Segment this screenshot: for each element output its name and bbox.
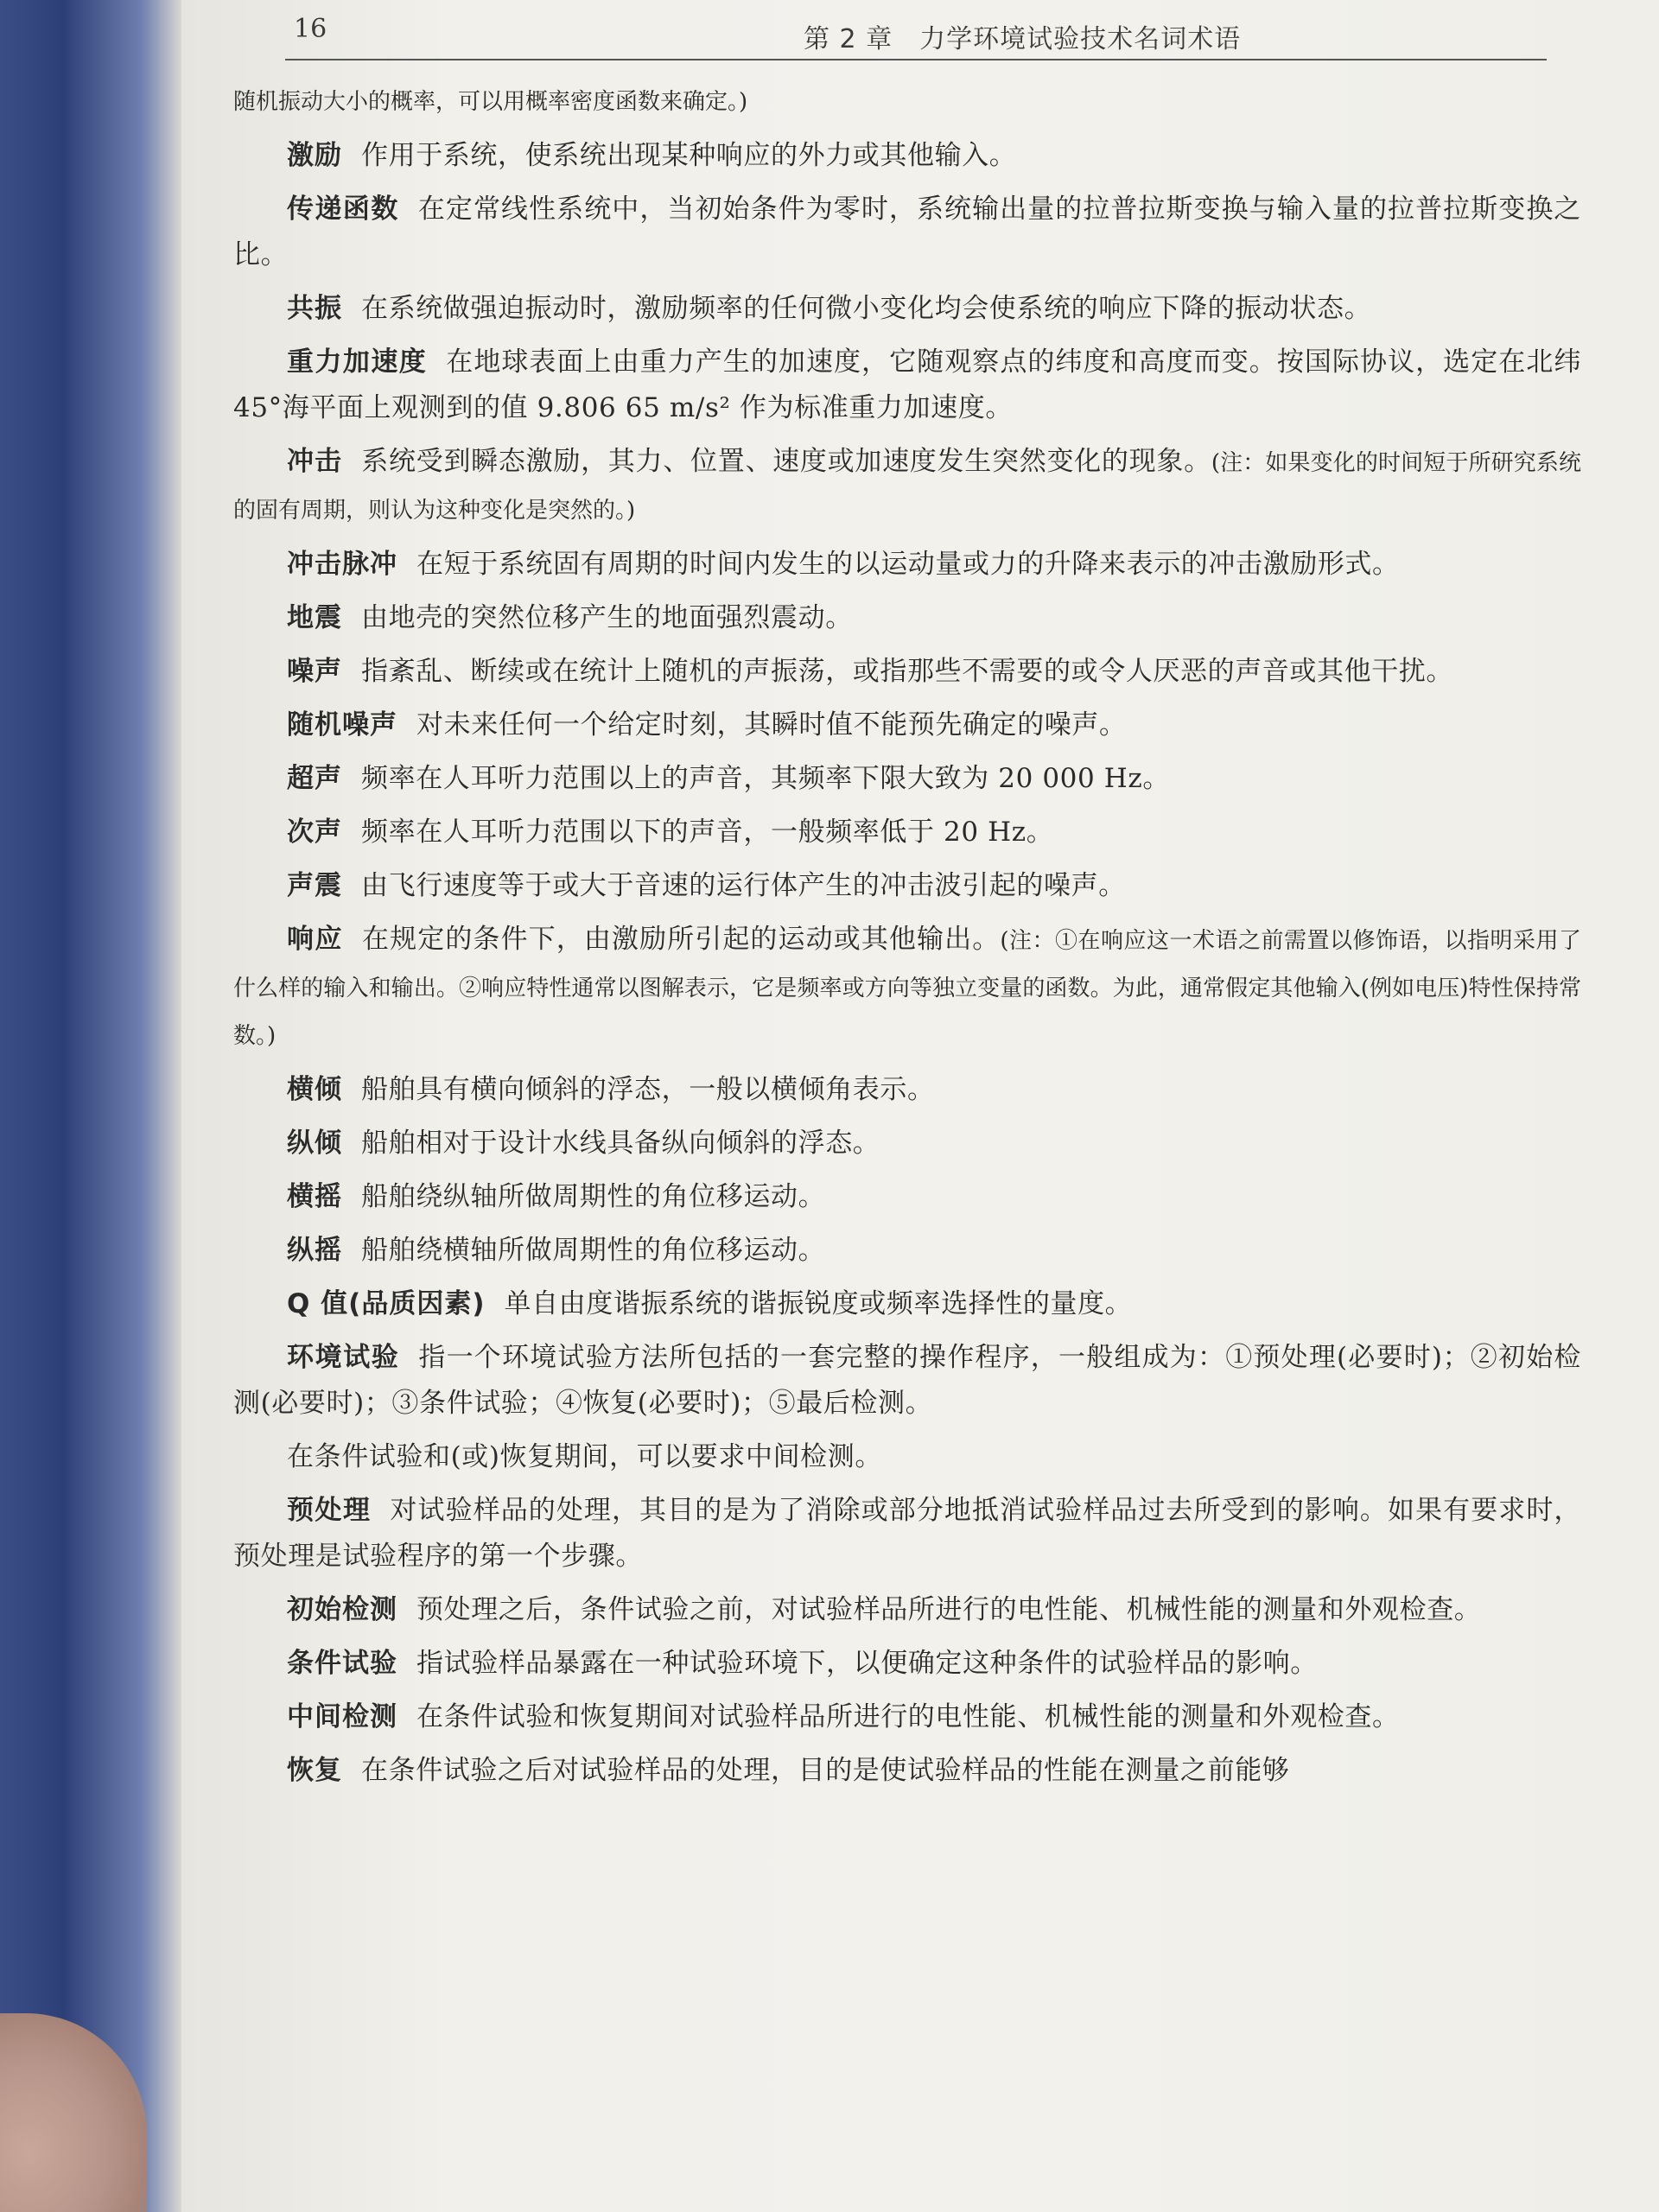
glossary-entry <box>233 1694 1581 1740</box>
glossary-entry <box>233 542 1581 588</box>
glossary-entry <box>233 1174 1581 1220</box>
glossary-entry <box>233 286 1581 332</box>
entry-definition: 预处理之后，条件试验之前，对试验样品所进行的电性能、机械性能的测量和外观检查。 <box>416 1594 1482 1625</box>
glossary-entry <box>233 1121 1581 1166</box>
entry-term: 声震 <box>287 870 342 901</box>
entry-definition: 在条件试验和(或)恢复期间，可以要求中间检测。 <box>287 1441 882 1472</box>
entry-definition: 在系统做强迫振动时，激励频率的任何微小变化均会使系统的响应下降的振动状态。 <box>361 293 1372 324</box>
entry-definition: 系统受到瞬态激励，其力、位置、速度或加速度发生突然变化的现象。 <box>361 446 1211 477</box>
entry-definition: 由地壳的突然位移产生的地面强烈震动。 <box>361 602 853 633</box>
glossary-entry <box>233 187 1581 278</box>
glossary-entry <box>233 756 1581 802</box>
glossary-entry <box>233 1228 1581 1274</box>
chapter-title: 第 2 章 力学环境试验技术名词术语 <box>804 24 1242 54</box>
book-page <box>181 0 1659 2212</box>
glossary-entry <box>233 1587 1581 1633</box>
entry-note: (注：①在响应这一术语之前需置以修饰语，以指明采用了什么样的输入和输出。②响应特性通常以图解表示，它是频率或方向等独立变量的函数。为此，通常假定其他输入(例如电压)特性保持常数。) <box>233 928 1581 1049</box>
entry-term: 地震 <box>287 602 342 633</box>
glossary-entry <box>233 1641 1581 1687</box>
entry-term: 初始检测 <box>287 1594 397 1625</box>
glossary-entry <box>233 133 1581 179</box>
entry-definition: 在条件试验和恢复期间对试验样品所进行的电性能、机械性能的测量和外观检查。 <box>416 1701 1400 1732</box>
glossary-entry <box>233 1488 1581 1580</box>
entry-term: 重力加速度 <box>287 346 428 378</box>
glossary-entry <box>233 917 1581 1059</box>
entry-definition: 对未来任何一个给定时刻，其瞬时值不能预先确定的噪声。 <box>416 709 1127 741</box>
entry-term: 中间检测 <box>287 1701 397 1732</box>
entry-term: 横倾 <box>287 1074 342 1105</box>
running-head <box>285 9 1547 60</box>
entry-definition: 在定常线性系统中，当初始条件为零时，系统输出量的拉普拉斯变换与输入量的拉普拉斯变换之比。 <box>233 194 1582 270</box>
glossary-entry <box>233 1281 1581 1327</box>
entry-term: 预处理 <box>287 1495 372 1526</box>
glossary-entry <box>233 702 1581 748</box>
glossary-entry <box>233 810 1581 855</box>
entry-term: 超声 <box>287 763 342 794</box>
entry-term: Q 值(品质因素) <box>287 1288 486 1319</box>
entry-definition: 在地球表面上由重力产生的加速度，它随观察点的纬度和高度而变。按国际协议，选定在北纬 45°海平面上观测到的值 9.806 65 m/s² 作为标准重力加速度。 <box>233 346 1581 423</box>
entry-term: 共振 <box>287 293 342 324</box>
entry-definition: 在条件试验之后对试验样品的处理，目的是使试验样品的性能在测量之前能够 <box>361 1755 1290 1786</box>
entry-definition: 船舶绕纵轴所做周期性的角位移运动。 <box>361 1181 826 1212</box>
entry-note: 随机振动大小的概率，可以用概率密度函数来确定。) <box>233 89 748 115</box>
page-number: 16 <box>294 14 327 44</box>
entry-definition: 船舶绕横轴所做周期性的角位移运动。 <box>361 1235 826 1266</box>
glossary-entry <box>233 595 1581 641</box>
entry-term: 恢复 <box>287 1755 342 1786</box>
entry-term: 冲击脉冲 <box>287 549 397 580</box>
entry-term: 纵摇 <box>287 1235 342 1266</box>
book-spine <box>0 0 181 2212</box>
entry-term: 噪声 <box>287 656 342 687</box>
entry-term: 激励 <box>287 140 342 171</box>
entry-term: 次声 <box>287 817 342 848</box>
entry-definition: 在短于系统固有周期的时间内发生的以运动量或力的升降来表示的冲击激励形式。 <box>416 549 1400 580</box>
glossary-entry <box>233 863 1581 909</box>
entry-definition: 由飞行速度等于或大于音速的运行体产生的冲击波引起的噪声。 <box>361 870 1126 901</box>
entry-definition: 单自由度谐振系统的谐振锐度或频率选择性的量度。 <box>504 1288 1133 1319</box>
entry-term: 环境试验 <box>287 1342 400 1373</box>
glossary-entry <box>233 439 1581 534</box>
entry-definition: 指一个环境试验方法所包括的一套完整的操作程序，一般组成为：①预处理(必要时)；②初始检测(必要时)；③条件试验；④恢复(必要时)；⑤最后检测。 <box>233 1342 1582 1419</box>
entry-definition: 船舶具有横向倾斜的浮态，一般以横倾角表示。 <box>361 1074 935 1105</box>
entry-term: 随机噪声 <box>287 709 397 741</box>
entry-term: 条件试验 <box>287 1648 397 1679</box>
entry-definition: 作用于系统，使系统出现某种响应的外力或其他输入。 <box>361 140 1017 171</box>
entry-definition: 在规定的条件下，由激励所引起的运动或其他输出。 <box>362 924 1001 955</box>
entry-term: 冲击 <box>287 446 343 477</box>
glossary-entry <box>233 1748 1581 1794</box>
entry-term: 传递函数 <box>287 194 399 225</box>
glossary-entry <box>233 340 1581 431</box>
entry-definition: 指试验样品暴露在一种试验环境下，以便确定这种条件的试验样品的影响。 <box>416 1648 1318 1679</box>
glossary-body <box>233 78 1581 2186</box>
glossary-entry <box>233 649 1581 695</box>
entry-definition: 频率在人耳听力范围以上的声音，其频率下限大致为 20 000 Hz。 <box>361 763 1170 794</box>
glossary-entry <box>233 1335 1581 1427</box>
entry-term: 纵倾 <box>287 1128 342 1159</box>
glossary-entry <box>233 1067 1581 1113</box>
glossary-entry <box>233 78 1581 125</box>
glossary-entry <box>233 1434 1581 1480</box>
entry-definition: 船舶相对于设计水线具备纵向倾斜的浮态。 <box>361 1128 880 1159</box>
entry-note: (注：如果变化的时间短于所研究系统的固有周期，则认为这种变化是突然的。) <box>233 450 1581 524</box>
entry-definition: 频率在人耳听力范围以下的声音，一般频率低于 20 Hz。 <box>361 817 1054 848</box>
entry-term: 响应 <box>287 924 344 955</box>
entry-definition: 对试验样品的处理，其目的是为了消除或部分地抵消试验样品过去所受到的影响。如果有要求时，预处理是试验程序的第一个步骤。 <box>233 1495 1582 1572</box>
entry-term: 横摇 <box>287 1181 342 1212</box>
entry-definition: 指紊乱、断续或在统计上随机的声振荡，或指那些不需要的或令人厌恶的声音或其他干扰。 <box>361 656 1453 687</box>
